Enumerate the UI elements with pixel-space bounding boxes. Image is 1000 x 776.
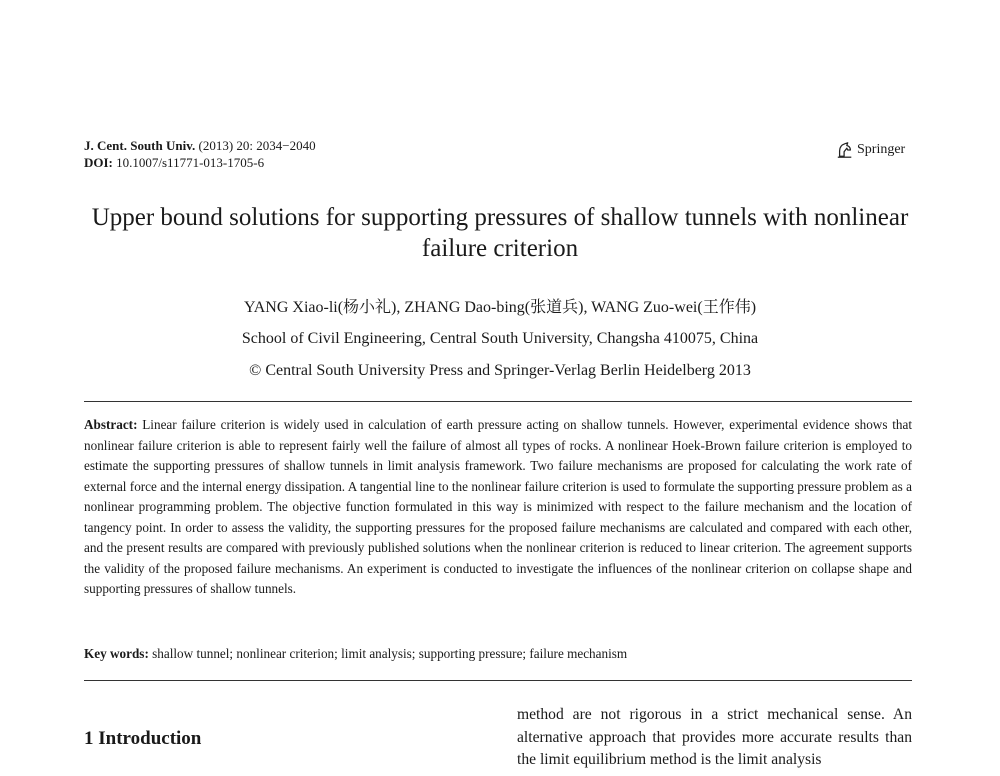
journal-name: J. Cent. South Univ. [84,138,196,153]
abstract-top-divider [84,401,912,402]
keywords-bottom-divider [84,680,912,681]
publisher-name: Springer [857,142,906,157]
springer-horse-icon [836,141,854,159]
paper-title: Upper bound solutions for supporting pressures of shallow tunnels with nonlinear failure criterion [91,204,909,262]
abstract [84,415,912,600]
doi-value: 10.1007/s11771-013-1705-6 [116,155,265,170]
paper-copyright: © Central South University Press and Springer-Verlag Berlin Heidelberg 2013 [249,362,751,379]
keywords [84,644,912,664]
doi-line [84,154,316,171]
abstract-text: Linear failure criterion is widely used in calculation of earth pressure acting on shallow tunnels. However, experimental evidence shows that nonlinear failure criterion is able to represent fairly well the failure of almost all types of rocks. A nonlinear Hoek-Brown failure criterion is employed to estimate the supporting pressures of shallow tunnels in limit analysis framework. Two failure mechanisms are proposed for calculating the work rate of external force and the internal energy dissipation. A tangential line to the nonlinear failure criterion is used to formulate the supporting pressure problem as a nonlinear programming problem. The objective function formulated in this way is minimized with respect to the failure mechanism and the location of tangency point. In order to assess the validity, the supporting pressures for the proposed failure mechanisms are calculated and compared with each other, and the present results are compared with previously published solutions when the nonlinear criterion is reduced to linear criterion. The agreement supports the validity of the proposed failure mechanisms. An experiment is conducted to investigate the influences of the nonlinear criterion on collapse shape and supporting pressures of shallow tunnels. [84,417,912,596]
paper-affiliation: School of Civil Engineering, Central South University, Changsha 410075, China [241,330,759,347]
journal-citation-line [84,137,316,154]
publisher-logo [836,141,905,159]
doi-label: DOI: [84,155,113,170]
section-heading-introduction: 1 Introduction [84,728,202,749]
keywords-label: Key words: [84,646,149,661]
paper-authors: YANG Xiao-li(杨小礼), ZHANG Dao-bing(张道兵), WANG Zuo-wei(王作伟) [243,299,757,316]
abstract-label: Abstract: [84,417,138,432]
keywords-text: shallow tunnel; nonlinear criterion; limit analysis; supporting pressure; failure mechanism [152,646,628,661]
journal-citation: (2013) 20: 2034−2040 [198,138,316,153]
journal-info [84,137,316,171]
right-column-text: method are not rigorous in a strict mechanical sense. An alternative approach that provides more accurate results than the limit equilibrium method is the limit analysis [517,706,912,768]
